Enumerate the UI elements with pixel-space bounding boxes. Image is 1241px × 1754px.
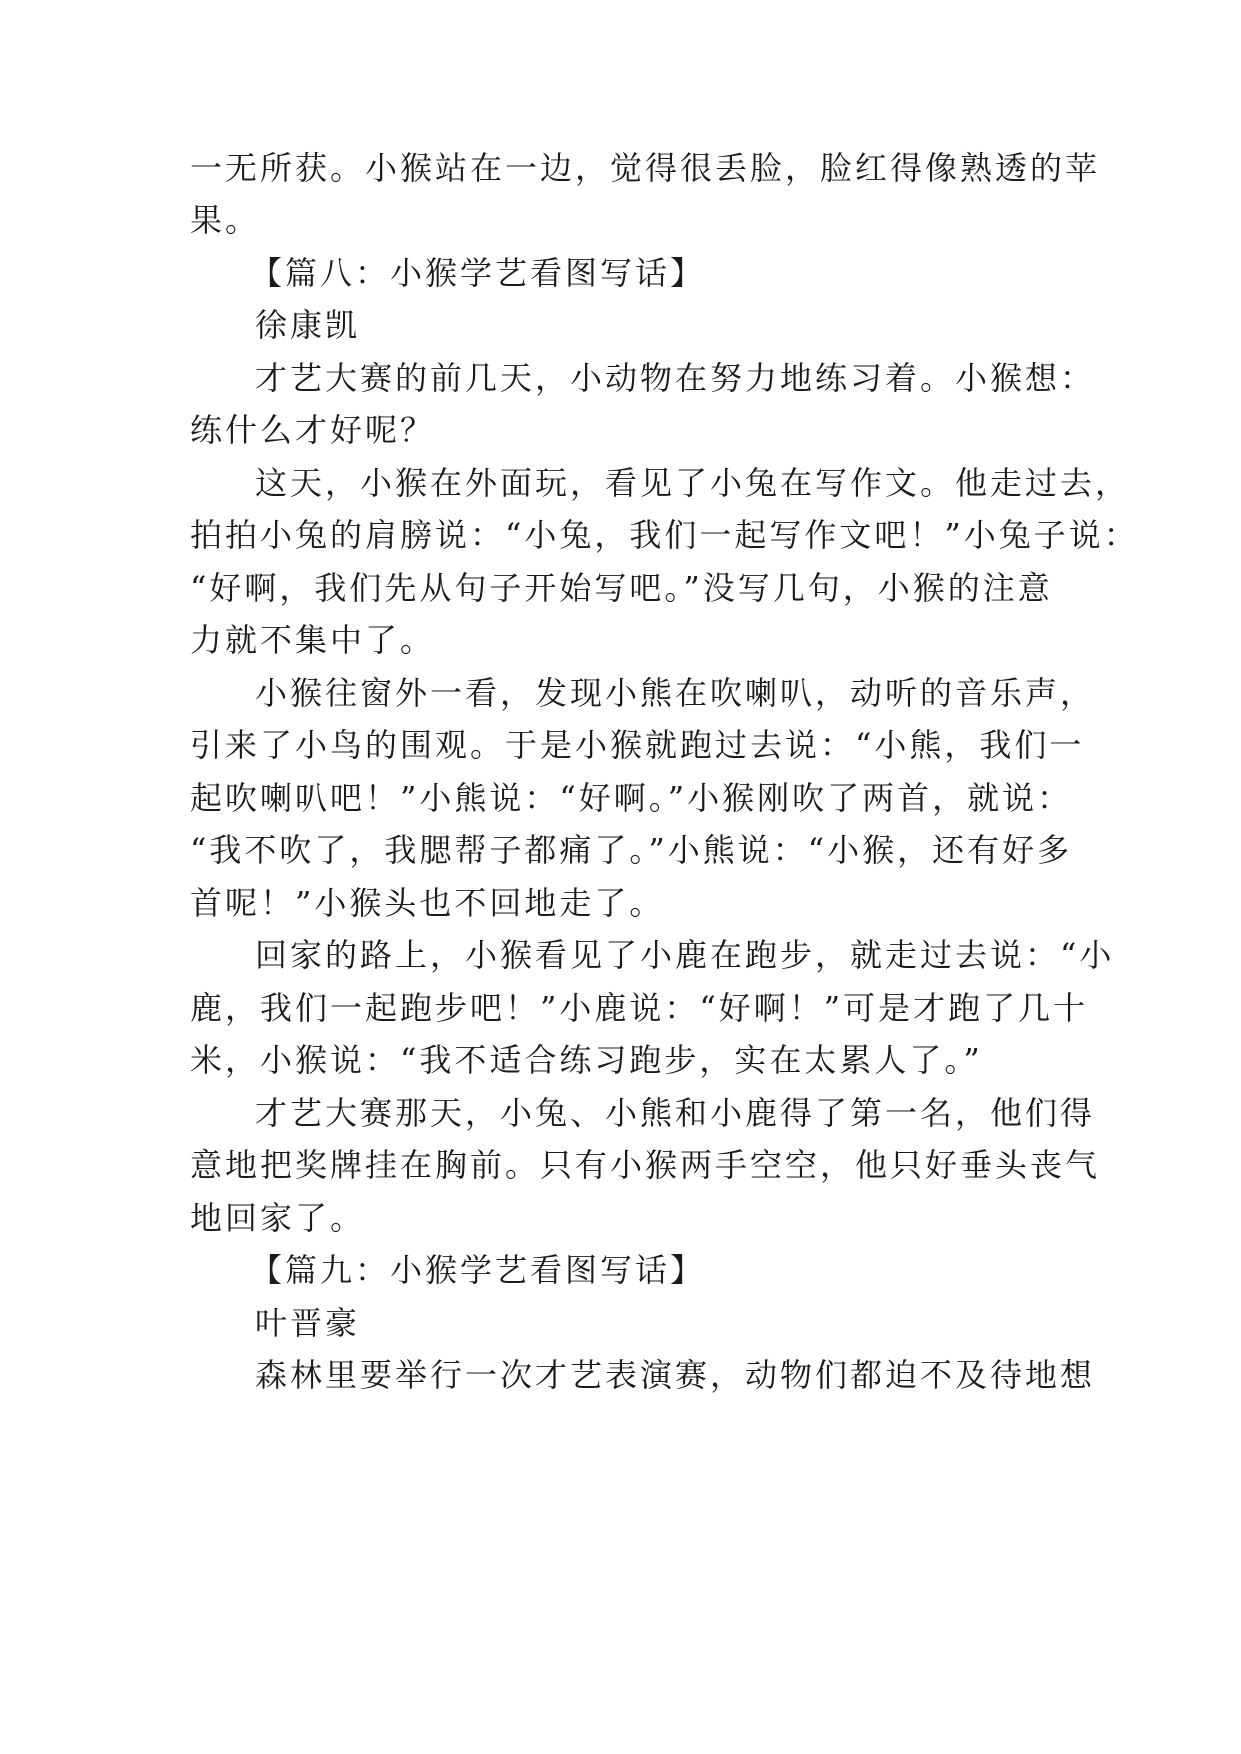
paragraph-line: 首呢！”小猴头也不回地走了。 <box>190 884 665 922</box>
paragraph-line: 起吹喇叭吧！”小熊说：“好啊。”小猴刚吹了两首，就说： <box>190 779 1073 817</box>
paragraph-line: 引来了小鸟的围观。于是小猴就跑过去说：“小熊，我们一 <box>190 726 1085 764</box>
text-line: 一无所获。小猴站在一边，觉得很丢脸，脸红得像熟透的苹 <box>190 149 1101 187</box>
paragraph-line: 森林里要举行一次才艺表演赛，动物们都迫不及待地想 <box>255 1356 1096 1394</box>
paragraph-line: “我不吹了，我腮帮子都痛了。”小熊说：“小猴，还有好多 <box>190 831 1073 869</box>
paragraph-line: 力就不集中了。 <box>190 621 436 659</box>
paragraph-line: 回家的路上，小猴看见了小鹿在跑步，就走过去说：“小 <box>255 936 1115 974</box>
text-line: 果。 <box>190 201 261 239</box>
paragraph-line: 米，小猴说：“我不适合练习跑步，实在太累人了。” <box>190 1041 983 1079</box>
paragraph-line: 拍拍小兔的肩膀说：“小兔，我们一起写作文吧！”小兔子说： <box>190 516 1139 554</box>
paragraph-line: 鹿，我们一起跑步吧！”小鹿说：“好啊！”可是才跑了几十 <box>190 989 1089 1027</box>
author-name: 徐康凯 <box>255 306 361 344</box>
paragraph-line: 练什么才好呢？ <box>190 411 436 449</box>
paragraph-line: 才艺大赛的前几天，小动物在努力地练习着。小猴想： <box>255 359 1096 397</box>
paragraph-line: 这天，小猴在外面玩，看见了小兔在写作文。他走过去， <box>255 464 1131 502</box>
author-name: 叶晋豪 <box>255 1304 361 1342</box>
paragraph-line: “好啊，我们先从句子开始写吧。”没写几句，小猴的注意 <box>190 569 1053 607</box>
section-heading: 【篇九：小猴学艺看图写话】 <box>250 1251 706 1289</box>
paragraph-line: 小猴往窗外一看，发现小熊在吹喇叭，动听的音乐声， <box>255 674 1096 712</box>
paragraph-line: 地回家了。 <box>190 1199 366 1237</box>
section-heading: 【篇八：小猴学艺看图写话】 <box>250 254 706 292</box>
paragraph-line: 意地把奖牌挂在胸前。只有小猴两手空空，他只好垂头丧气 <box>190 1146 1101 1184</box>
paragraph-line: 才艺大赛那天，小兔、小熊和小鹿得了第一名，他们得 <box>255 1094 1096 1132</box>
